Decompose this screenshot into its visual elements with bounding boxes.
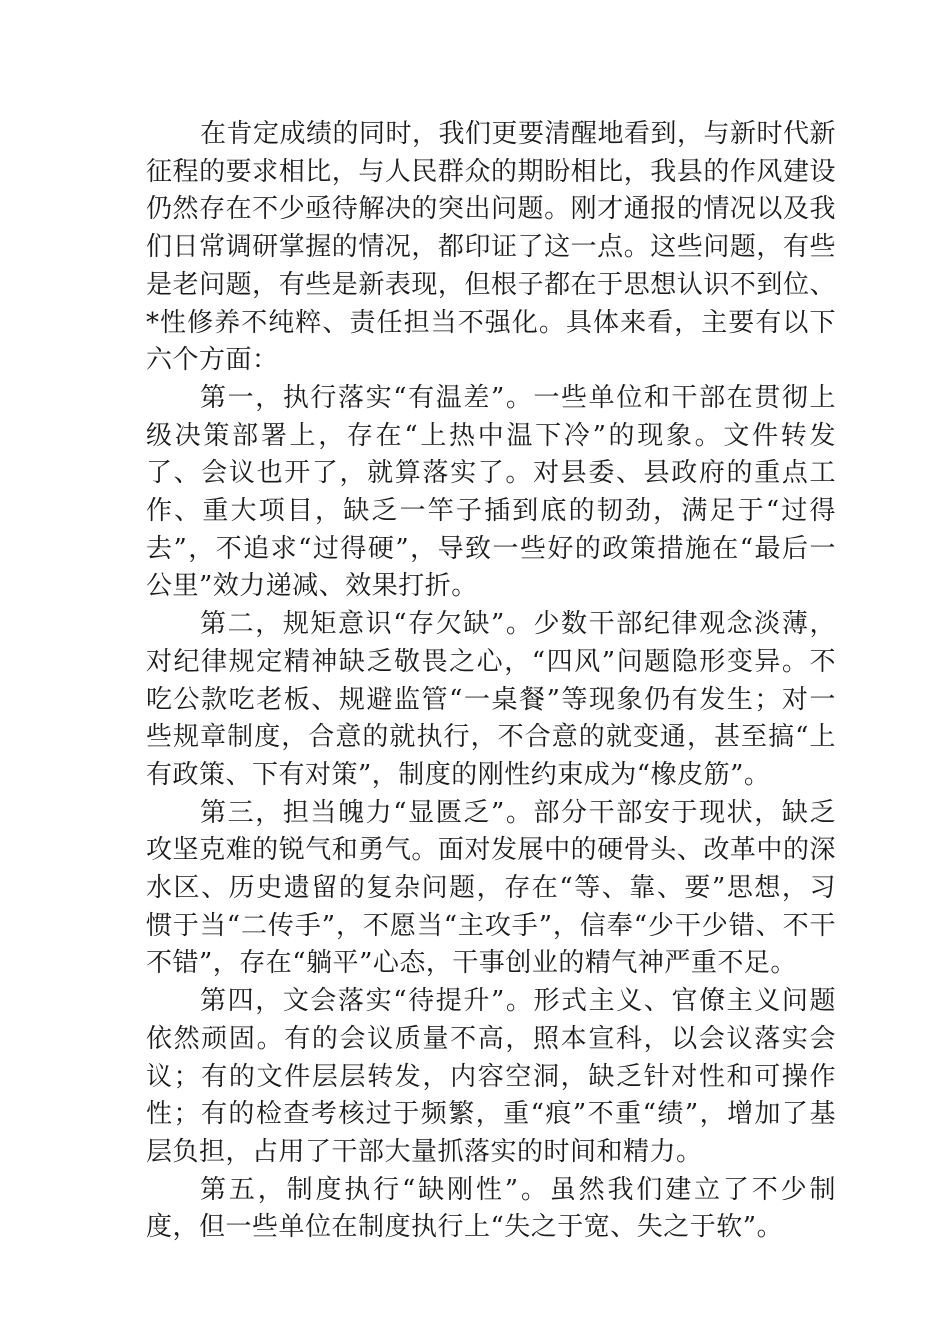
paragraph-first-point: 第一，执行落实“有温差”。一些单位和干部在贯彻上级决策部署上，存在“上热中温下冷”的现象。文件转发了、会议也开了，就算落实了。对县委、县政府的重点工作、重大项目，缺乏一竿子插到底的韧劲，满足于“过得去”，不追求“过得硬”，导致一些好的政策措施在“最后一公里”效力递减、效果打折。 <box>146 382 836 602</box>
paragraph-third-point: 第三，担当魄力“显匮乏”。部分干部安于现状，缺乏攻坚克难的锐气和勇气。面对发展中的硬骨头、改革中的深水区、历史遗留的复杂问题，存在“等、靠、要”思想，习惯于当“二传手”，不愿当“主攻手”，信奉“少干少错、不干不错”，存在“躺平”心态，干事创业的精气神严重不足。 <box>146 797 836 979</box>
paragraph-fifth-point: 第五，制度执行“缺刚性”。虽然我们建立了不少制度，但一些单位在制度执行上“失之于宽、失之于软”。 <box>146 1174 836 1243</box>
document-body <box>146 116 836 1247</box>
paragraph-intro: 在肯定成绩的同时，我们更要清醒地看到，与新时代新征程的要求相比，与人民群众的期盼相比，我县的作风建设仍然存在不少亟待解决的突出问题。刚才通报的情况以及我们日常调研掌握的情况，都印证了这一点。这些问题，有些是老问题，有些是新表现，但根子都在于思想认识不到位、*性修养不纯粹、责任担当不强化。具体来看，主要有以下六个方面： <box>146 119 837 376</box>
paragraph-fourth-point: 第四，文会落实“待提升”。形式主义、官僚主义问题依然顽固。有的会议质量不高，照本宣科，以会议落实会议；有的文件层层转发，内容空洞，缺乏针对性和可操作性；有的检查考核过于频繁，重“痕”不重“绩”，增加了基层负担，占用了干部大量抓落实的时间和精力。 <box>146 986 836 1167</box>
paragraph-second-point: 第二，规矩意识“存欠缺”。少数干部纪律观念淡薄，对纪律规定精神缺乏敬畏之心，“四风”问题隐形变异。不吃公款吃老板、规避监管“一桌餐”等现象仍有发生；对一些规章制度，合意的就执行，不合意的就变通，甚至搞“上有政策、下有对策”，制度的刚性约束成为“橡皮筋”。 <box>146 609 836 790</box>
